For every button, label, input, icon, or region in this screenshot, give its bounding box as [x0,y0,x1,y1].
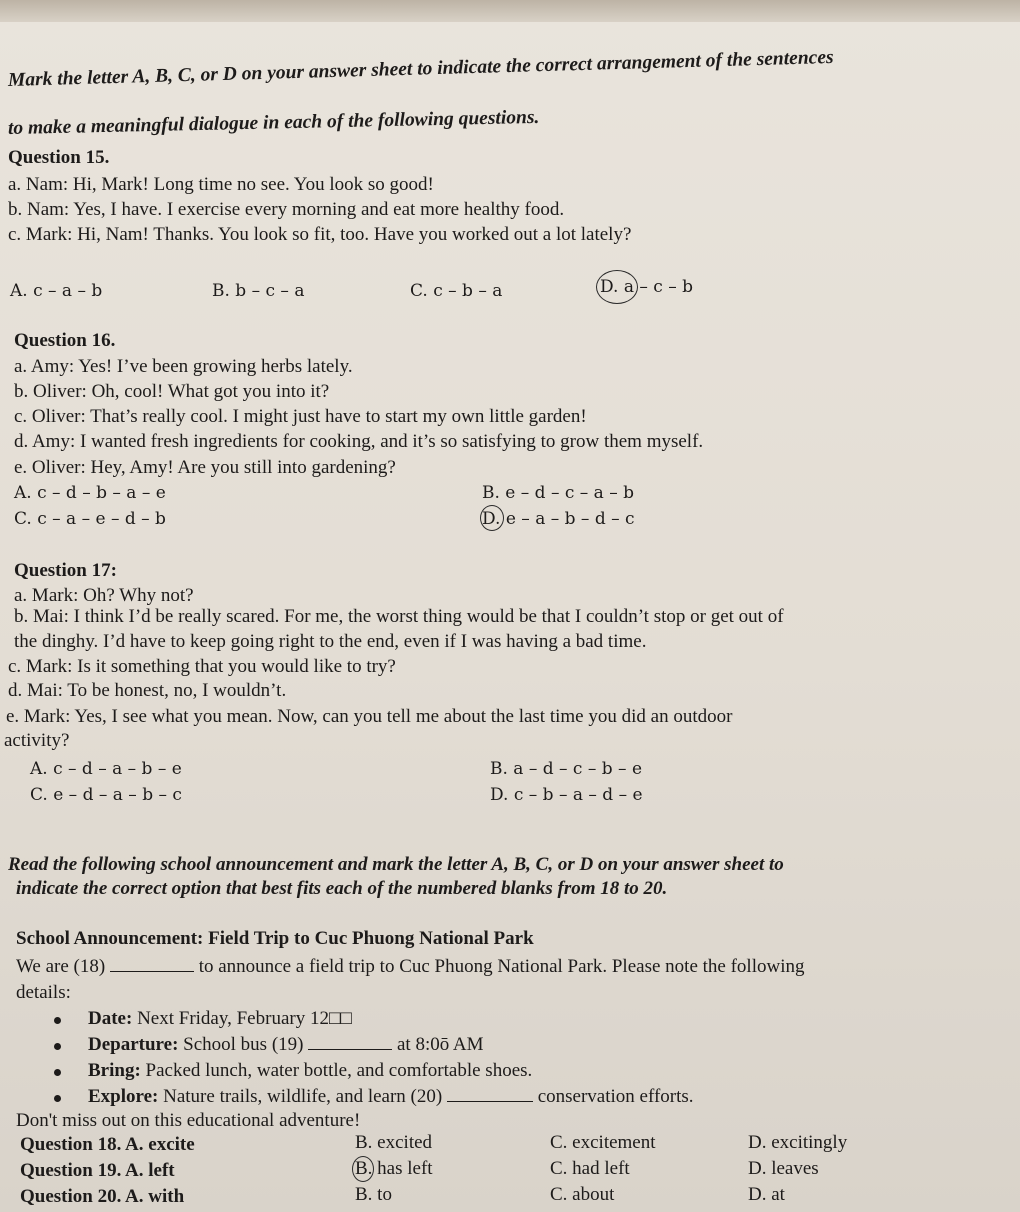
q20-option-c[interactable]: C. about [550,1184,615,1205]
q19-row [20,1160,175,1182]
blank-18[interactable] [110,957,194,972]
paper-edge [0,0,1020,22]
departure-text-b: at 8:0ō AM [396,1034,484,1055]
answer-circle-mark [480,505,504,531]
announcement-intro [16,956,804,978]
blank-20[interactable] [447,1087,533,1102]
bring-value: Packed lunch, water bottle, and comfortable shoes. [145,1060,533,1081]
detail-date [88,1008,352,1030]
q15-option-d[interactable]: D. a – c – b [600,277,693,297]
q16-option-a[interactable]: A. c – d – b – a – e [14,483,166,503]
instruction-line-1: Mark the letter A, B, C, or D on your answer sheet to indicate the correct arrangement of the sentences [7,46,834,91]
answer-circle-mark [352,1156,374,1182]
q20-option-b[interactable]: B. to [355,1184,392,1205]
q16-line-b: b. Oliver: Oh, cool! What got you into it? [14,381,330,402]
explore-label: Explore: [88,1086,159,1107]
departure-text-a: School bus (19) [183,1034,304,1055]
q17-line-b: b. Mai: I think I’d be really scared. For me, the worst thing would be that I couldn’t stop or get out of [14,606,784,627]
instruction-line-2: to make a meaningful dialogue in each of the following questions. [7,106,540,139]
date-label: Date: [88,1008,133,1029]
detail-explore [88,1086,694,1108]
announcement-title: School Announcement: Field Trip to Cuc Phuong National Park [16,928,534,949]
q16-line-e: e. Oliver: Hey, Amy! Are you still into gardening? [14,457,396,478]
detail-departure [88,1034,484,1056]
q15-line-a: a. Nam: Hi, Mark! Long time no see. You look so good! [8,174,434,195]
q17-option-c[interactable]: C. e – d – a – b – c [30,785,182,805]
departure-label: Departure: [88,1034,179,1055]
q17-option-b[interactable]: B. a – d – c – b – e [490,759,643,779]
q20-option-d[interactable]: D. at [748,1184,785,1205]
q16-line-a: a. Amy: Yes! I’ve been growing herbs lately. [14,356,353,377]
q16-option-d[interactable]: D. e – a – b – d – c [482,509,635,529]
q19-option-b[interactable]: B. has left [355,1158,433,1179]
q15-option-c[interactable]: C. c – b – a [410,281,503,301]
q16-line-c: c. Oliver: That’s really cool. I might just have to start my own little garden! [14,406,587,427]
q20-row [20,1186,184,1208]
answer-circle-mark [596,270,638,304]
q15-line-b: b. Nam: Yes, I have. I exercise every morning and eat more healthy food. [8,199,565,220]
q15-option-a[interactable]: A. c – a – b [10,281,103,301]
q17-line-c: c. Mark: Is it something that you would like to try? [8,656,396,677]
blank-19[interactable] [308,1035,392,1050]
q19-option-d[interactable]: D. leaves [748,1158,819,1179]
bullet-date [54,1017,61,1024]
q16-option-c[interactable]: C. c – a – e – d – b [14,509,166,529]
q19-label[interactable]: Question 19. A. left [20,1160,175,1181]
explore-text-a: Nature trails, wildlife, and learn (20) [163,1086,443,1107]
q16-line-d: d. Amy: I wanted fresh ingredients for cooking, and it’s so satisfying to grow them myself. [14,431,704,452]
q18-row [20,1134,195,1156]
q17-option-a[interactable]: A. c – d – a – b – e [30,759,182,779]
intro-text-a: We are (18) [16,956,106,977]
q15-option-b[interactable]: B. b – c – a [212,281,305,301]
bullet-explore [54,1095,61,1102]
q15-line-c: c. Mark: Hi, Nam! Thanks. You look so fit, too. Have you worked out a lot lately? [8,224,632,245]
announcement-closing: Don't miss out on this educational adventure! [16,1110,361,1131]
bullet-departure [54,1043,61,1050]
bullet-bring [54,1069,61,1076]
q19-option-c[interactable]: C. had left [550,1158,630,1179]
date-value: Next Friday, February 12□□ [137,1008,352,1029]
q17-line-e-cont: activity? [4,730,70,751]
q17-line-a: a. Mark: Oh? Why not? [14,585,194,606]
q16-option-b[interactable]: B. e – d – c – a – b [482,483,635,503]
q17-option-d[interactable]: D. c – b – a – d – e [490,785,643,805]
reading-instruction-line-2: indicate the correct option that best fits each of the numbered blanks from 18 to 20. [16,878,668,899]
intro-text-c: details: [16,982,71,1003]
q20-label[interactable]: Question 20. A. with [20,1186,185,1207]
q17-line-b-cont: the dinghy. I’d have to keep going right to the end, even if I was having a bad time. [14,631,647,652]
q18-option-d[interactable]: D. excitingly [748,1132,848,1153]
q17-line-d: d. Mai: To be honest, no, I wouldn’t. [8,680,287,701]
q18-label[interactable]: Question 18. A. excite [20,1134,195,1155]
q18-option-c[interactable]: C. excitement [550,1132,656,1153]
q16-title: Question 16. [14,330,116,351]
q18-option-b[interactable]: B. excited [355,1132,433,1153]
bring-label: Bring: [88,1060,141,1081]
intro-text-b: to announce a field trip to Cuc Phuong National Park. Please note the following [198,956,805,977]
q17-title: Question 17: [14,560,117,581]
explore-text-b: conservation efforts. [537,1086,694,1107]
detail-bring [88,1060,532,1082]
q15-title: Question 15. [8,147,110,168]
q17-line-e: e. Mark: Yes, I see what you mean. Now, can you tell me about the last time you did an outdoor [6,706,733,727]
reading-instruction-line-1: Read the following school announcement and mark the letter A, B, C, or D on your answer sheet to [8,854,784,875]
